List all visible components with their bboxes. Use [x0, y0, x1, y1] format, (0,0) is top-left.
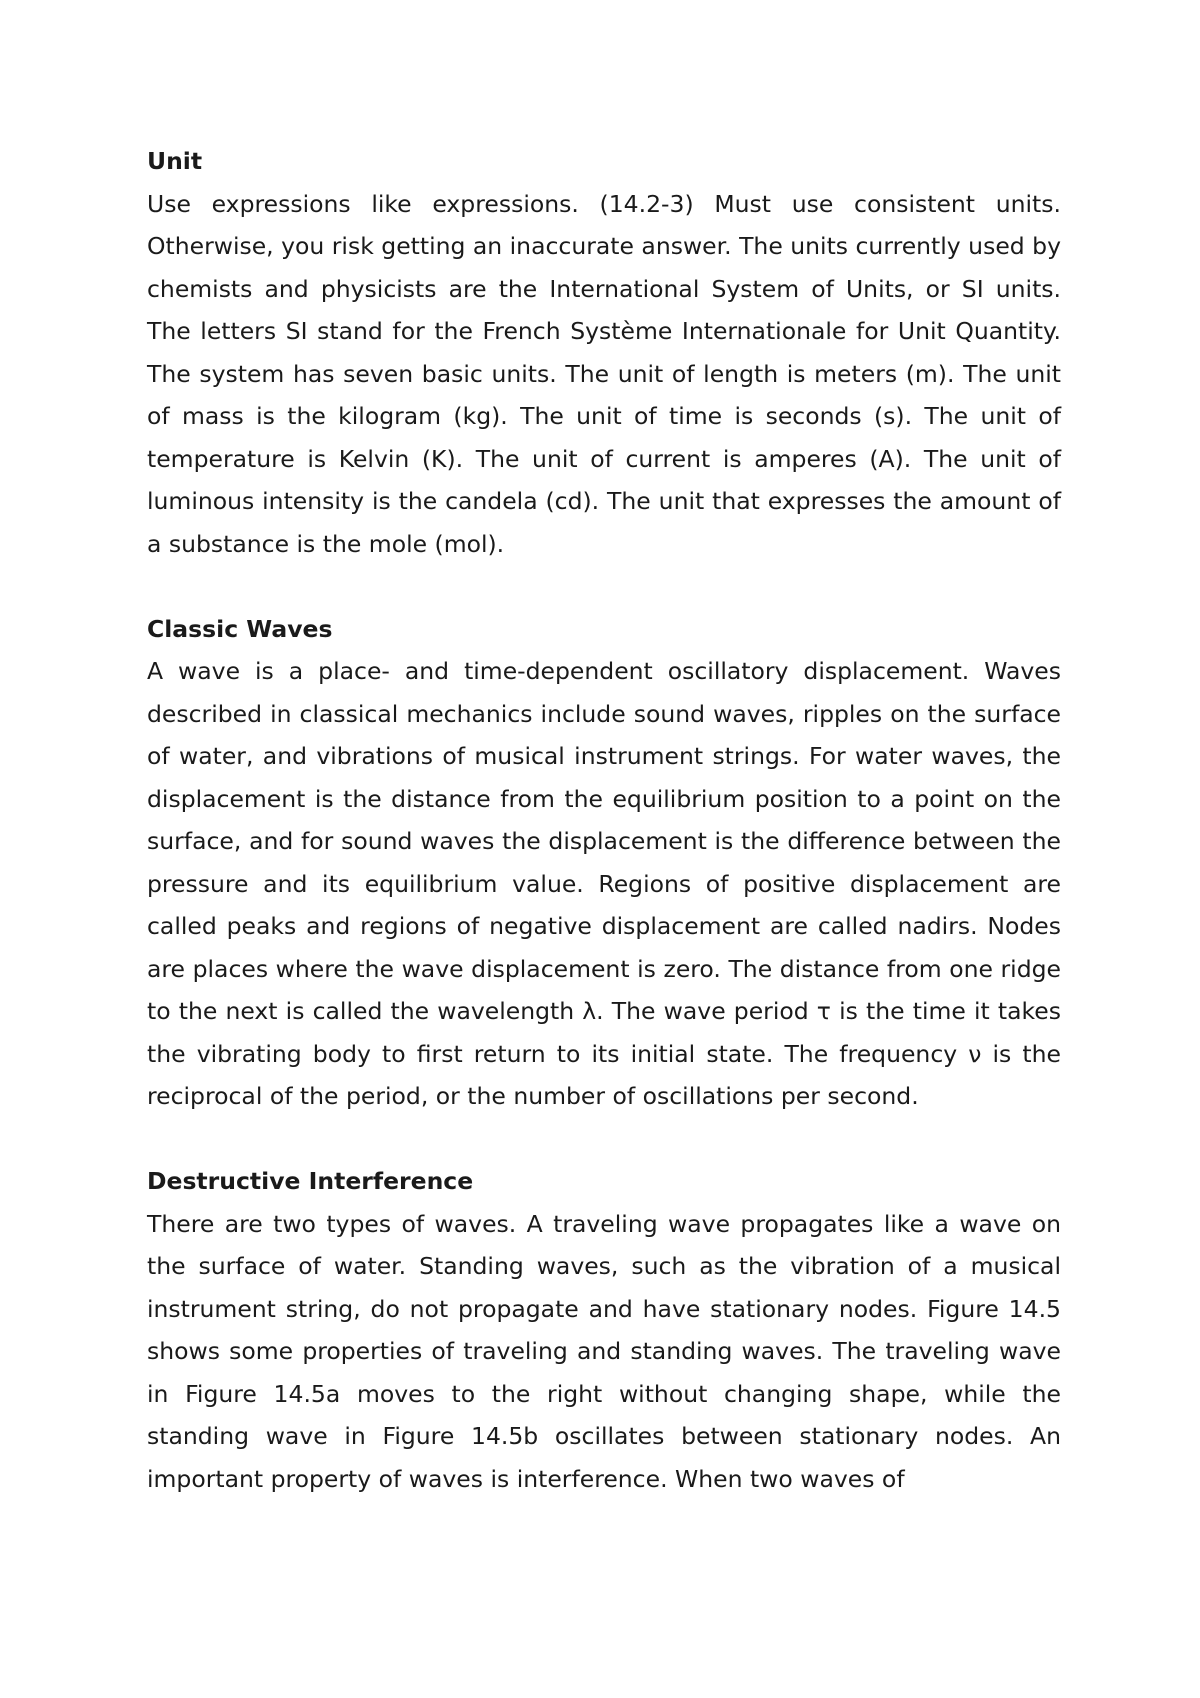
section-body: Use expressions like expressions. (14.2-3) Must use consistent units. Otherwise, you risk getting an inaccurate answer. The units currently used by chemists and physicists are the International System of Units, or SI units. The letters SI stand for the French Système Internationale for Unit Quantity. The system has seven basic units. The unit of length is meters (m). The unit of mass is the kilogram (kg). The unit of time is seconds (s). The unit of temperature is Kelvin (K). The unit of current is amperes (A). The unit of luminous intensity is the candela (cd). The unit that expresses the amount of a substance is the mole (mol).	[147, 189, 1061, 558]
section-title: Classic Waves	[147, 614, 333, 643]
section-classic-waves	[147, 608, 1061, 1118]
paragraph-gap	[147, 565, 1061, 608]
section-destructive-interference	[147, 1160, 1061, 1500]
document-page	[147, 140, 1061, 1500]
section-body: There are two types of waves. A traveling wave propagates like a wave on the surface of water. Standing waves, such as the vibration of a musical instrument string, do not propagate and have stationary nodes. Figure 14.5 shows some properties of traveling and standing waves. The traveling wave in Figure 14.5a moves to the right without changing shape, while the standing wave in Figure 14.5b oscillates between stationary nodes. An important property of waves is interference. When two waves of	[147, 1209, 1061, 1493]
section-title: Destructive Interference	[147, 1167, 474, 1195]
section-body: A wave is a place- and time-dependent oscillatory displacement. Waves described in classical mechanics include sound waves, ripples on the surface of water, and vibrations of musical instrument strings. For water waves, the displacement is the distance from the equilibrium position to a point on the surface, and for sound waves the displacement is the difference between the pressure and its equilibrium value. Regions of positive displacement are called peaks and regions of negative displacement are called nadirs. Nodes are places where the wave displacement is zero. The distance from one ridge to the next is called the wavelength λ. The wave period τ is the time it takes the vibrating body to first return to its initial state. The frequency ν is the reciprocal of the period, or the number of oscillations per second.	[147, 657, 1061, 1110]
paragraph-gap	[147, 1118, 1061, 1161]
section-unit	[147, 140, 1061, 565]
section-title: Unit	[147, 147, 203, 175]
